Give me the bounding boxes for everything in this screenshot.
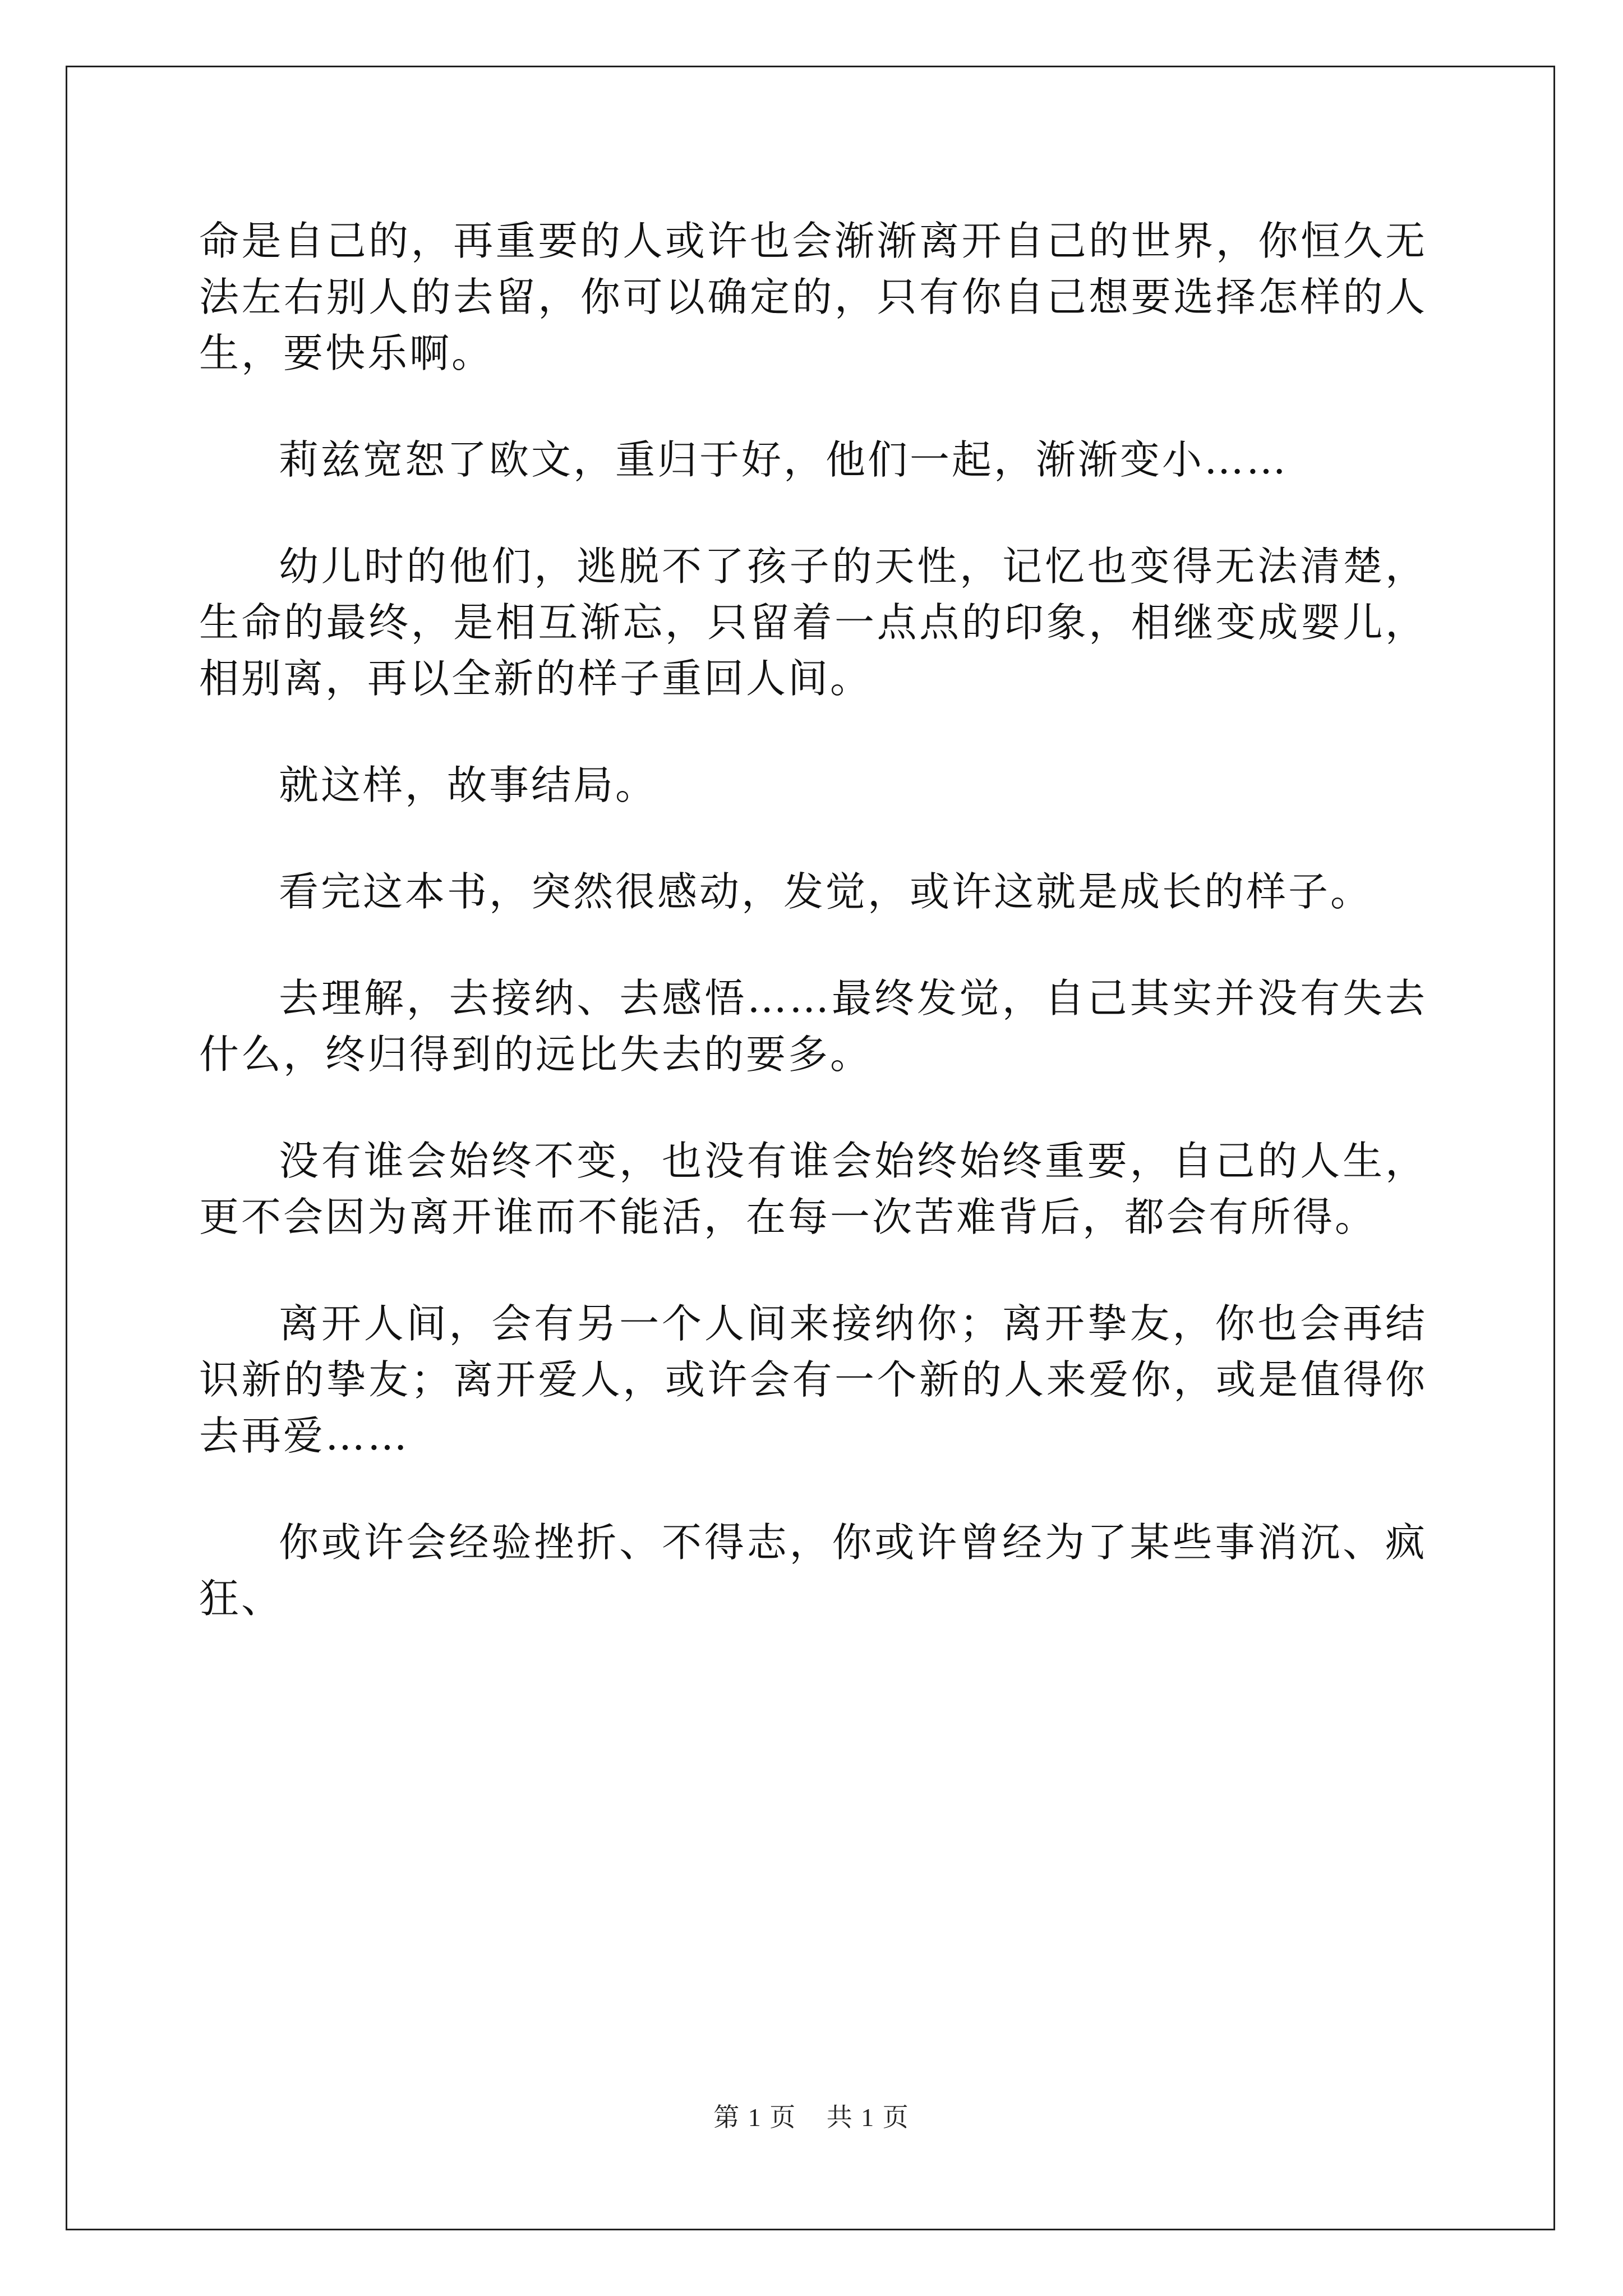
document-body [199, 213, 1427, 1627]
page-number-current: 第 1 页 [713, 2103, 797, 2132]
paragraph-4: 就这样，故事结局。 [279, 762, 658, 808]
paragraph-1: 命是自己的，再重要的人或许也会渐渐离开自己的世界，你恒久无法左右别人的去留，你可以确定的，只有你自己想要选择怎样的人生，要快乐啊。 [199, 218, 1427, 376]
paragraph-9: 你或许会经验挫折、不得志，你或许曾经为了某些事消沉、疯狂、 [199, 1519, 1427, 1622]
paragraph-5: 看完这本书，突然很感动，发觉，或许这就是成长的样子。 [279, 868, 1373, 915]
paragraph-3: 幼儿时的他们，逃脱不了孩子的天性，记忆也变得无法清楚，生命的最终，是相互渐忘，只留着一点点的印象，相继变成婴儿，相别离，再以全新的样子重回人间。 [199, 543, 1427, 702]
page-footer [0, 2097, 1623, 2134]
page-number-total: 共 1 页 [826, 2103, 910, 2132]
paragraph-8: 离开人间，会有另一个人间来接纳你；离开挚友，你也会再结识新的挚友；离开爱人，或许会有一个新的人来爱你，或是值得你去再爱…… [199, 1300, 1427, 1459]
paragraph-6: 去理解，去接纳、去感悟……最终发觉，自己其实并没有失去什么，终归得到的远比失去的要多。 [199, 975, 1427, 1078]
paragraph-2: 莉兹宽恕了欧文，重归于好，他们一起，渐渐变小…… [279, 436, 1289, 483]
paragraph-7: 没有谁会始终不变，也没有谁会始终始终重要，自己的人生，更不会因为离开谁而不能活，在每一次苦难背后，都会有所得。 [199, 1138, 1427, 1240]
